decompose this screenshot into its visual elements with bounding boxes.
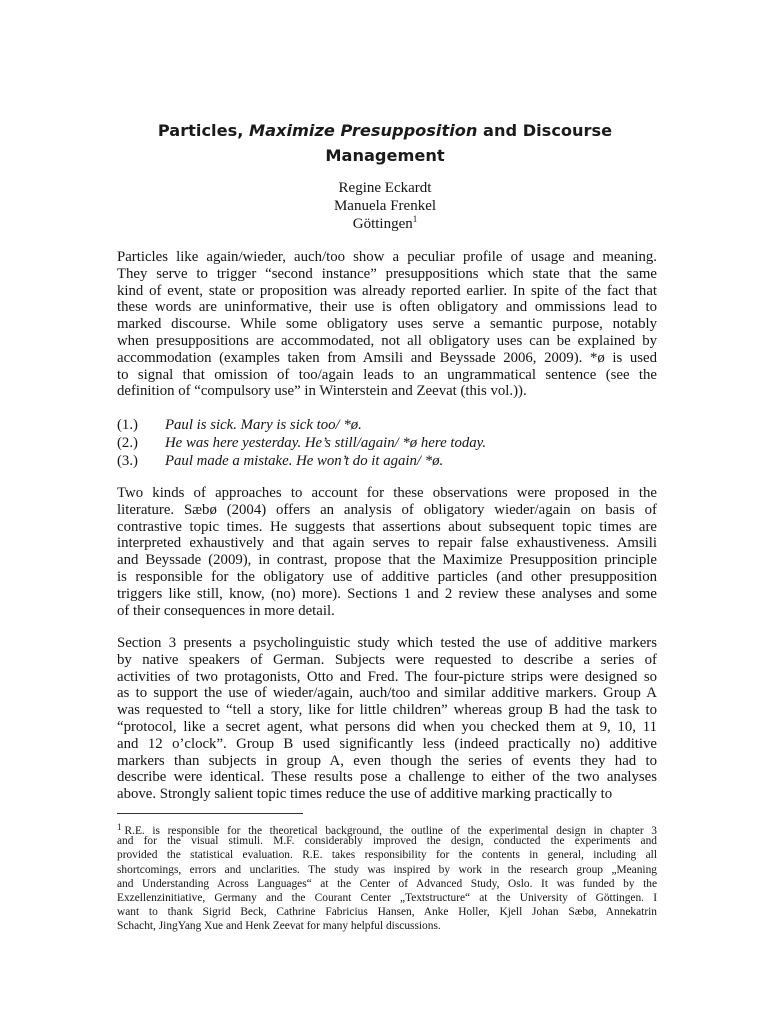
text-line: and 12 o’clock”. Group B used significantly less (indeed practically no) additive bbox=[117, 735, 657, 752]
example-item bbox=[117, 416, 657, 434]
text-line: interpreted exhaustively and that again serves to repair false exhaustiveness. Amsili bbox=[117, 535, 657, 552]
title-line-2: Management bbox=[325, 146, 445, 165]
author-name: Regine Eckardt bbox=[338, 180, 432, 196]
text-line: was requested to “tell a story, like for little children” whereas group B had the task to bbox=[117, 702, 657, 719]
example-item bbox=[117, 434, 657, 452]
example-number: (3.) bbox=[117, 453, 138, 469]
text-line: They serve to trigger “second instance” presuppositions which state that the same bbox=[117, 265, 657, 282]
example-number: (2.) bbox=[117, 435, 138, 451]
text-line: triggers like still, know, (no) more). Sections 1 and 2 review these analyses and some bbox=[117, 585, 657, 602]
text-line: of their consequences in more detail. bbox=[117, 602, 335, 619]
text-line: kind of event, state or proposition was already reported earlier. In spite of the fact that bbox=[117, 282, 657, 299]
footnote-line: provided the statistical evaluation. R.E. takes responsibility for the contents in general, including all bbox=[117, 849, 657, 862]
title-line-1 bbox=[116, 118, 654, 143]
text-line: literature. Sæbø (2004) offers an analysis of obligatory wieder/again on basis of bbox=[117, 501, 657, 518]
example-text: He was here yesterday. He’s still/again/ *ø here today. bbox=[165, 435, 487, 451]
example-item bbox=[117, 452, 657, 470]
example-list bbox=[117, 416, 657, 470]
text-line: describe were identical. These results pose a challenge to either of the two analyses bbox=[117, 769, 657, 786]
example-number: (1.) bbox=[117, 417, 138, 433]
text-line: marked discourse. While some obligatory uses serve a semantic purpose, notably bbox=[117, 316, 657, 333]
title-part-1: Particles, bbox=[157, 121, 250, 140]
section3-paragraph bbox=[117, 635, 657, 803]
footnote-line: $^1$ R.E. is responsible for the theoretical background, the outline of the experimental design in chapter 3 bbox=[117, 822, 657, 837]
author-block bbox=[116, 179, 654, 233]
title-part-2-italic: Maximize Presupposition bbox=[249, 121, 478, 140]
footnote-line: Exzellenzinitiative, Germany and the Courant Center „Textstructure“ at the University of Göttingen. I bbox=[117, 891, 657, 904]
text-line: above. Strongly salient topic times reduce the use of additive marking practically to bbox=[117, 786, 613, 803]
text-line: as to support the use of wieder/again, auch/too and similar additive markers. Group A bbox=[117, 685, 657, 702]
footnote-line: want to thank Sigrid Beck, Cathrine Fabricius Hansen, Anke Holler, Kjell Johan Sæbø, Annekatrin bbox=[117, 906, 657, 919]
text-line: contrastive topic times. He suggests that assertions about subsequent topic times are bbox=[117, 518, 657, 535]
text-line: definition of “compulsory use” in Winterstein and Zeevat (this vol.)). bbox=[117, 383, 527, 400]
text-line: markers than subjects in group A, even though the series of events they had to bbox=[117, 752, 657, 769]
intro-paragraph bbox=[117, 249, 657, 400]
text-line: accommodation (examples taken from Amsili and Beyssade 2006, 2009). *ø is used bbox=[117, 349, 657, 366]
footnote-line: and for the visual stimuli. M.F. considerably improved the design, conducted the experiments and bbox=[117, 835, 657, 848]
example-text: Paul is sick. Mary is sick too/ *ø. bbox=[165, 417, 362, 433]
footnote-mark: 1 bbox=[117, 822, 122, 832]
approaches-paragraph bbox=[117, 485, 657, 619]
text-line: Two kinds of approaches to account for these observations were proposed in the bbox=[117, 485, 657, 501]
text-line: Particles like again/wieder, auch/too show a peculiar profile of usage and meaning. bbox=[117, 249, 657, 265]
text-line: Section 3 presents a psycholinguistic study which tested the use of additive markers bbox=[117, 635, 657, 651]
footnote-reference[interactable]: 1 bbox=[412, 214, 418, 224]
footnote bbox=[117, 820, 657, 934]
text-line: when presuppositions are accommodated, not all obligatory uses can be explained by bbox=[117, 332, 657, 349]
footnote-line: and Understanding Across Languages“ at the Center of Advanced Study, Oslo. It was funded by the bbox=[117, 877, 657, 890]
text-line: “protocol, like a secret agent, what persons did when you checked them at 9, 10, 11 bbox=[117, 718, 657, 735]
text-line: by native speakers of German. Subjects were requested to describe a series of bbox=[117, 651, 657, 668]
author-name: Manuela Frenkel bbox=[333, 198, 437, 214]
footnote-divider bbox=[117, 813, 303, 814]
text-line: and Beyssade (2009), in contrast, propose that the Maximize Presupposition principle bbox=[117, 552, 657, 569]
footnote-line: shortcomings, errors and unclarities. The study was inspired by work in the research group „Meaning bbox=[117, 863, 657, 876]
example-text: Paul made a mistake. He won’t do it again/ *ø. bbox=[165, 453, 444, 469]
text-line: activities of two protagonists, Otto and Fred. The four-picture strips were designed so bbox=[117, 668, 657, 685]
text-line: these words are uninformative, their use is often obligatory and ommissions lead to bbox=[117, 299, 657, 316]
text-line: to signal that omission of too/again leads to an ungrammatical sentence (see the bbox=[117, 366, 657, 383]
author-affiliation: Göttingen$^1$ bbox=[352, 214, 418, 232]
title-part-3: and Discourse bbox=[477, 121, 613, 140]
paper-title bbox=[116, 118, 654, 168]
text-line: is responsible for the obligatory use of additive particles (and other presupposition bbox=[117, 568, 657, 585]
footnote-line: Schacht, JingYang Xue and Henk Zeevat for many helpful discussions. bbox=[117, 920, 441, 933]
